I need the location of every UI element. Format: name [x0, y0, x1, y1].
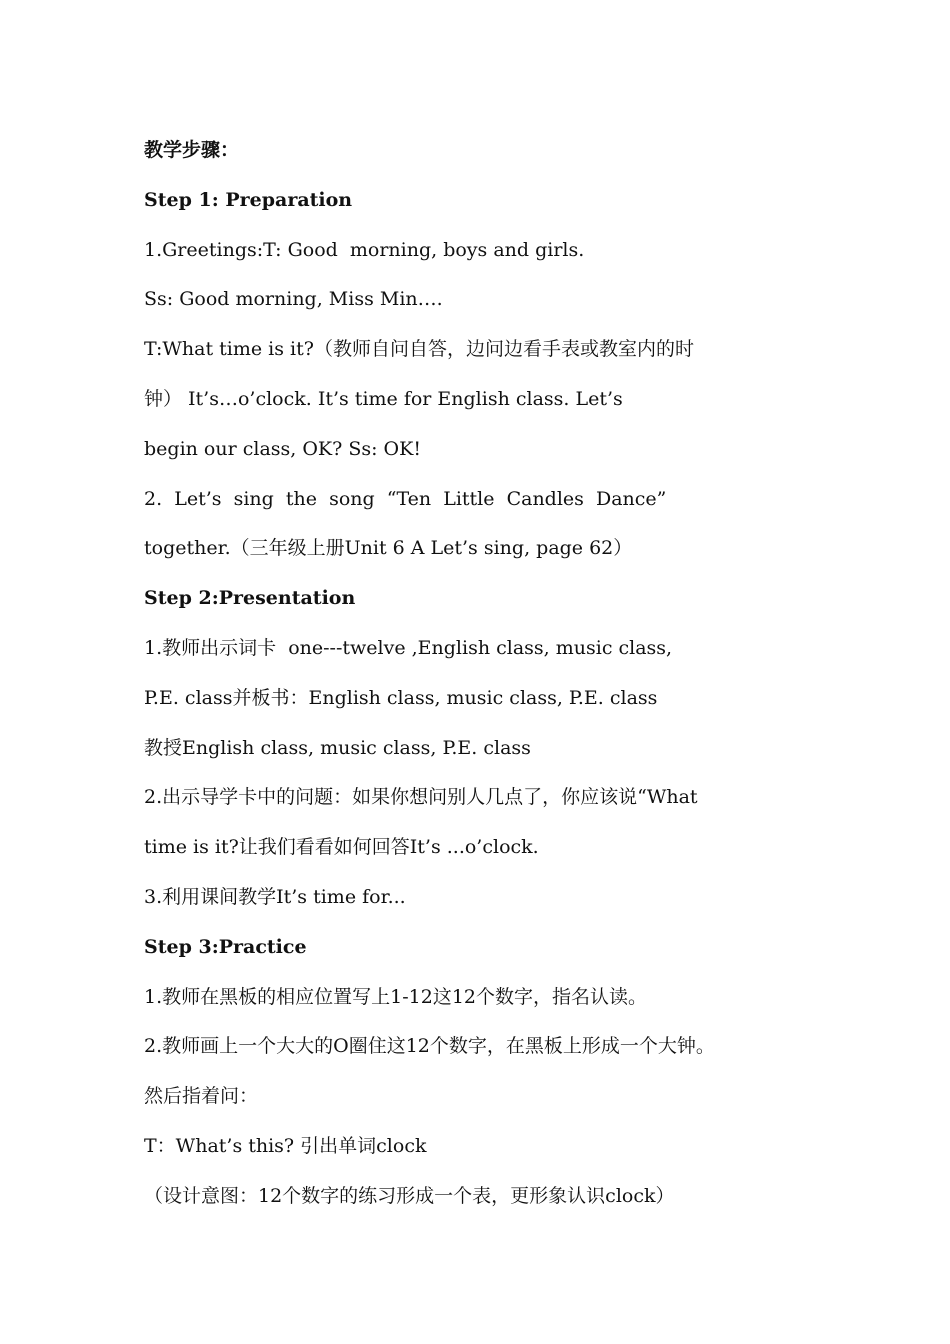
text-line: T:What time is it?（教师自问自答，边问边看手表或教室内的时: [144, 338, 694, 361]
text-line: P.E. class并板书：English class, music class, P.E. class: [144, 686, 658, 709]
text-line: time is it?让我们看看如何回答It’s ...o’clock.: [144, 836, 539, 859]
text-line: 2.教师画上一个大大的O圈住这12个数字，在黑板上形成一个大钟。: [144, 1035, 715, 1058]
text-line: 1.Greetings:T: Good morning, boys and girls.: [144, 238, 585, 261]
text-line: 教授English class, music class, P.E. class: [144, 736, 531, 759]
section-heading-teaching-steps: 教学步骤：: [144, 139, 240, 161]
text-line: 然后指着问：: [144, 1085, 259, 1108]
text-line: 3.利用课间教学It’s time for...: [144, 885, 406, 908]
text-line: 2. Let’s sing the song “Ten Little Candles Dance”: [144, 487, 667, 510]
text-line: T：What’s this? 引出单词clock: [144, 1134, 427, 1157]
step-3-heading: Step 3:Practice: [144, 935, 307, 958]
text-line: together.（三年级上册Unit 6 A Let’s sing, page 62）: [144, 537, 633, 560]
text-line: 1.教师在黑板的相应位置写上1-12这12个数字，指名认读。: [144, 985, 647, 1008]
step-1-heading: Step 1: Preparation: [144, 188, 353, 211]
text-line: 1.教师出示词卡 one---twelve ,English class, music class,: [144, 636, 673, 659]
text-line: Ss: Good morning, Miss Min….: [144, 288, 443, 311]
text-line: 钟） It’s…o’clock. It’s time for English class. Let’s: [144, 387, 623, 410]
text-line: （设计意图：12个数字的练习形成一个表，更形象认识clock）: [144, 1184, 675, 1207]
step-2-heading: Step 2:Presentation: [144, 587, 356, 610]
lesson-steps-content: [144, 126, 824, 1222]
text-line: begin our class, OK? Ss: OK!: [144, 437, 421, 460]
text-line: 2.出示导学卡中的问题：如果你想问别人几点了，你应该说“What: [144, 786, 698, 809]
